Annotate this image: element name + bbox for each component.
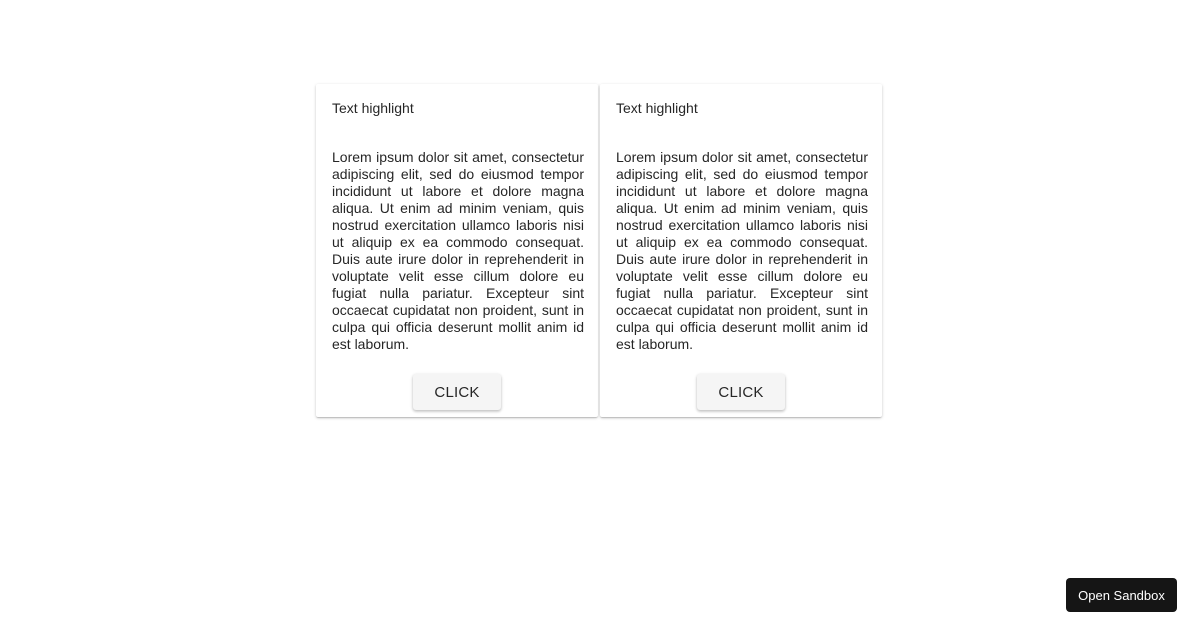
card-actions xyxy=(316,374,598,410)
card xyxy=(600,84,882,417)
open-sandbox-button[interactable]: Open Sandbox xyxy=(1066,578,1177,612)
card xyxy=(316,84,598,417)
card-title: Text highlight xyxy=(332,100,414,116)
card-title: Text highlight xyxy=(616,100,698,116)
click-button[interactable]: CLICK xyxy=(697,374,785,410)
card-actions xyxy=(600,374,882,410)
card-body-text: Lorem ipsum dolor sit amet, consectetur adipiscing elit, sed do eiusmod tempor incididunt ut labore et dolore magna aliqua. Ut enim ad minim veniam, quis nostrud exercitation ullamco laboris nisi ut aliquip ex ea commodo consequat. Duis aute irure dolor in reprehenderit in voluptate velit esse cillum dolore eu fugiat nulla pariatur. Excepteur sint occaecat cupidatat non proident, sunt in culpa qui officia deserunt mollit anim id est laborum. xyxy=(332,149,584,352)
card-body-text: Lorem ipsum dolor sit amet, consectetur adipiscing elit, sed do eiusmod tempor incididunt ut labore et dolore magna aliqua. Ut enim ad minim veniam, quis nostrud exercitation ullamco laboris nisi ut aliquip ex ea commodo consequat. Duis aute irure dolor in reprehenderit in voluptate velit esse cillum dolore eu fugiat nulla pariatur. Excepteur sint occaecat cupidatat non proident, sunt in culpa qui officia deserunt mollit anim id est laborum. xyxy=(616,149,868,352)
card-list xyxy=(316,84,882,417)
click-button[interactable]: CLICK xyxy=(413,374,501,410)
